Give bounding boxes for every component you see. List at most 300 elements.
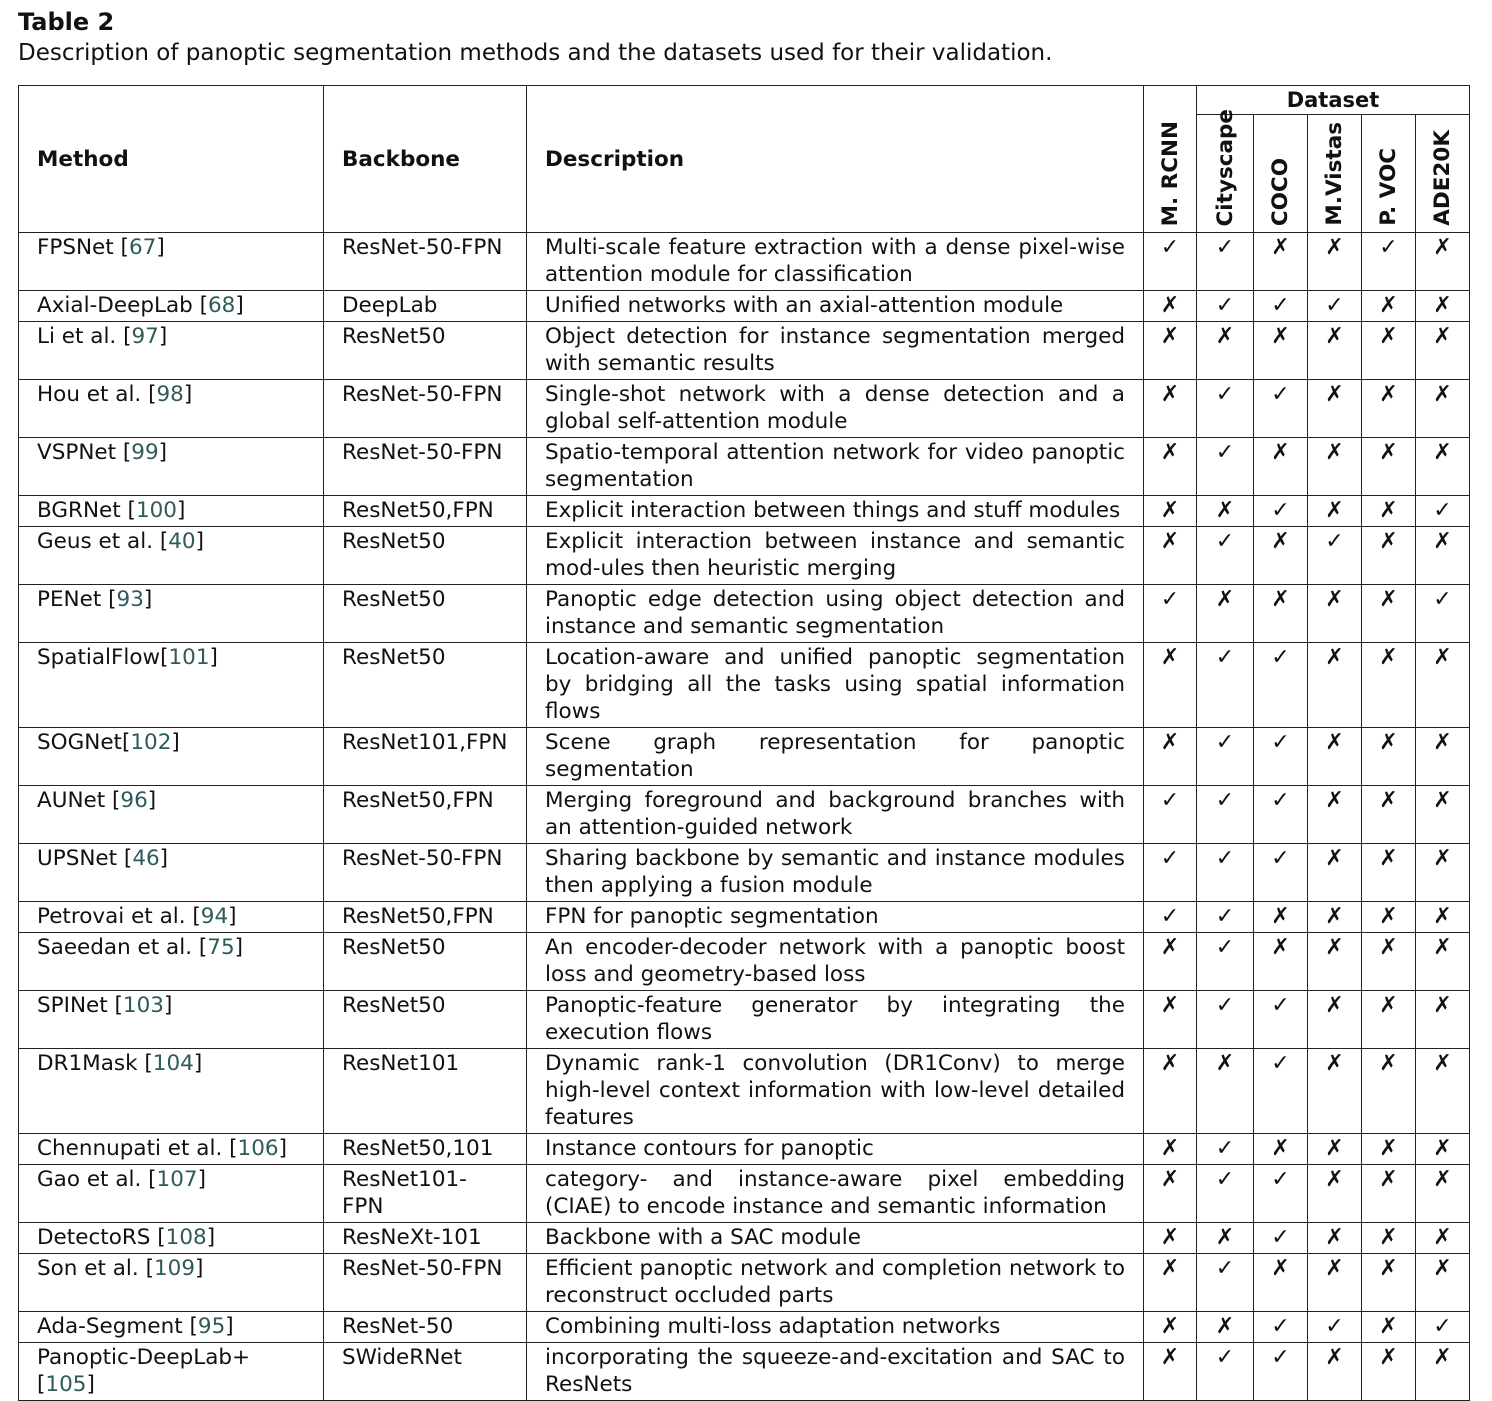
cross-mark-icon: ✗ [1197, 585, 1254, 643]
citation-bracket: ] [193, 1051, 203, 1076]
description-cell: Object detection for instance segmentation merged with semantic results [527, 322, 1144, 380]
method-cell [19, 1254, 324, 1312]
method-cell [19, 728, 324, 786]
table-row [19, 728, 1470, 786]
cross-mark-icon: ✗ [1416, 322, 1470, 380]
citation-link[interactable]: 105 [45, 1372, 87, 1397]
description-cell: Merging foreground and background branches with an attention-guided network [527, 786, 1144, 844]
check-mark-icon: ✓ [1308, 291, 1362, 322]
cross-mark-icon: ✗ [1144, 527, 1197, 585]
check-mark-icon: ✓ [1416, 1312, 1470, 1343]
citation-bracket: ] [176, 498, 186, 523]
backbone-cell: ResNet50 [324, 322, 527, 380]
backbone-cell: ResNet101-FPN [324, 1165, 527, 1223]
cross-mark-icon: ✗ [1362, 380, 1416, 438]
check-mark-icon: ✓ [1308, 527, 1362, 585]
cross-mark-icon: ✗ [1308, 643, 1362, 728]
check-mark-icon: ✓ [1197, 438, 1254, 496]
backbone-cell: ResNet50 [324, 643, 527, 728]
header-dataset-label: P. VOC [1376, 148, 1401, 226]
description-cell: Multi-scale feature extraction with a dense pixel-wise attention module for classification [527, 233, 1144, 291]
cross-mark-icon: ✗ [1362, 902, 1416, 933]
cross-mark-icon: ✗ [1416, 380, 1470, 438]
cross-mark-icon: ✗ [1362, 786, 1416, 844]
cross-mark-icon: ✗ [1254, 1254, 1308, 1312]
cross-mark-icon: ✗ [1362, 991, 1416, 1049]
method-name: UPSNet [ [37, 846, 133, 871]
check-mark-icon: ✓ [1254, 991, 1308, 1049]
table-row [19, 1165, 1470, 1223]
check-mark-icon: ✓ [1254, 1343, 1308, 1401]
description-cell: Single-shot network with a dense detection and a global self-attention module [527, 380, 1144, 438]
citation-link[interactable]: 103 [122, 993, 164, 1018]
backbone-cell: ResNet50 [324, 527, 527, 585]
method-name: DR1Mask [ [37, 1051, 153, 1076]
citation-bracket: ] [163, 993, 173, 1018]
cross-mark-icon: ✗ [1254, 1134, 1308, 1165]
citation-link[interactable]: 109 [153, 1256, 196, 1281]
method-name: Hou et al. [ [37, 382, 157, 407]
table-row [19, 1049, 1470, 1134]
citation-link[interactable]: 40 [168, 529, 196, 554]
table-row [19, 1312, 1470, 1343]
method-name: Panoptic-DeepLab+ [ [37, 1345, 251, 1397]
method-cell [19, 1312, 324, 1343]
cross-mark-icon: ✗ [1416, 728, 1470, 786]
citation-bracket: ] [225, 1314, 234, 1339]
method-cell [19, 291, 324, 322]
method-name: SOGNet[ [37, 730, 131, 755]
method-cell [19, 1049, 324, 1134]
cross-mark-icon: ✗ [1308, 496, 1362, 527]
citation-bracket: ] [86, 1372, 95, 1397]
table-row [19, 1223, 1470, 1254]
cross-mark-icon: ✗ [1362, 1134, 1416, 1165]
method-name: SpatialFlow[ [37, 645, 169, 670]
table-row [19, 322, 1470, 380]
method-name: Son et al. [ [37, 1256, 154, 1281]
cross-mark-icon: ✗ [1308, 786, 1362, 844]
check-mark-icon: ✓ [1308, 1312, 1362, 1343]
check-mark-icon: ✓ [1254, 844, 1308, 902]
cross-mark-icon: ✗ [1416, 1254, 1470, 1312]
citation-bracket: ] [156, 235, 165, 260]
table-row [19, 933, 1470, 991]
check-mark-icon: ✓ [1197, 291, 1254, 322]
citation-link[interactable]: 94 [200, 904, 229, 929]
description-cell: Dynamic rank-1 convolution (DR1Conv) to merge high-level context information with low-level detailed features [527, 1049, 1144, 1134]
cross-mark-icon: ✗ [1416, 1223, 1470, 1254]
cross-mark-icon: ✗ [1308, 1165, 1362, 1223]
method-cell [19, 643, 324, 728]
citation-bracket: ] [143, 587, 153, 612]
header-backbone: Backbone [324, 86, 527, 233]
cross-mark-icon: ✗ [1308, 844, 1362, 902]
check-mark-icon: ✓ [1197, 728, 1254, 786]
check-mark-icon: ✓ [1197, 643, 1254, 728]
cross-mark-icon: ✗ [1308, 1049, 1362, 1134]
check-mark-icon: ✓ [1254, 380, 1308, 438]
description-cell: Unified networks with an axial-attention module [527, 291, 1144, 322]
backbone-cell: ResNet-50-FPN [324, 233, 527, 291]
table-row [19, 585, 1470, 643]
check-mark-icon: ✓ [1254, 1165, 1308, 1223]
citation-bracket: ] [195, 1256, 204, 1281]
cross-mark-icon: ✗ [1254, 233, 1308, 291]
citation-link[interactable]: 67 [128, 235, 157, 260]
cross-mark-icon: ✗ [1416, 933, 1470, 991]
method-name: BGRNet [ [37, 498, 136, 523]
description-cell: Spatio-temporal attention network for video panoptic segmentation [527, 438, 1144, 496]
method-name: Saeedan et al. [ [37, 935, 208, 960]
cross-mark-icon: ✗ [1416, 527, 1470, 585]
check-mark-icon: ✓ [1254, 728, 1308, 786]
method-cell [19, 585, 324, 643]
cross-mark-icon: ✗ [1308, 991, 1362, 1049]
citation-bracket: ] [209, 645, 218, 670]
header-dataset-label: Cityscape [1212, 108, 1238, 226]
table-label: Table 2 [18, 8, 115, 36]
cross-mark-icon: ✗ [1144, 438, 1197, 496]
cross-mark-icon: ✗ [1416, 1134, 1470, 1165]
method-name: Geus et al. [ [37, 529, 169, 554]
description-cell: Panoptic-feature generator by integrating the execution flows [527, 991, 1144, 1049]
citation-link[interactable]: 68 [208, 293, 236, 318]
citation-link[interactable]: 96 [120, 788, 148, 813]
citation-link[interactable]: 101 [168, 645, 210, 670]
table-row [19, 991, 1470, 1049]
cross-mark-icon: ✗ [1362, 1049, 1416, 1134]
cross-mark-icon: ✗ [1362, 438, 1416, 496]
check-mark-icon: ✓ [1197, 380, 1254, 438]
cross-mark-icon: ✗ [1416, 902, 1470, 933]
description-cell: Scene graph representation for panoptic segmentation [527, 728, 1144, 786]
backbone-cell: ResNet50 [324, 933, 527, 991]
cross-mark-icon: ✗ [1197, 1312, 1254, 1343]
cross-mark-icon: ✗ [1362, 643, 1416, 728]
header-dataset-group: Dataset [1197, 86, 1470, 115]
method-name: DetectoRS [ [37, 1225, 166, 1250]
table-caption: Description of panoptic segmentation methods and the datasets used for their validation. [18, 40, 1053, 66]
backbone-cell: DeepLab [324, 291, 527, 322]
cross-mark-icon: ✗ [1254, 933, 1308, 991]
method-cell [19, 786, 324, 844]
backbone-cell: ResNet-50-FPN [324, 380, 527, 438]
header-dataset-ade20k [1416, 115, 1470, 233]
cross-mark-icon: ✗ [1144, 1312, 1197, 1343]
cross-mark-icon: ✗ [1416, 991, 1470, 1049]
cross-mark-icon: ✗ [1254, 527, 1308, 585]
backbone-cell: ResNet-50-FPN [324, 1254, 527, 1312]
method-cell [19, 1165, 324, 1223]
method-name: AUNet [ [37, 788, 121, 813]
method-name: Li et al. [ [37, 324, 132, 349]
header-mrcnn-label: M. RCNN [1157, 120, 1183, 226]
cross-mark-icon: ✗ [1362, 1343, 1416, 1401]
cross-mark-icon: ✗ [1254, 585, 1308, 643]
citation-bracket: ] [195, 529, 204, 554]
table-body [19, 233, 1470, 1401]
method-cell [19, 233, 324, 291]
cross-mark-icon: ✗ [1308, 322, 1362, 380]
cross-mark-icon: ✗ [1144, 496, 1197, 527]
check-mark-icon: ✓ [1197, 233, 1254, 291]
table-row [19, 844, 1470, 902]
check-mark-icon: ✓ [1197, 1254, 1254, 1312]
check-mark-icon: ✓ [1197, 991, 1254, 1049]
method-name: Axial-DeepLab [ [37, 293, 208, 318]
description-cell: category- and instance-aware pixel embedding (CIAE) to encode instance and semantic information [527, 1165, 1144, 1223]
table-row [19, 291, 1470, 322]
backbone-cell: ResNet50,FPN [324, 786, 527, 844]
check-mark-icon: ✓ [1144, 233, 1197, 291]
cross-mark-icon: ✗ [1308, 933, 1362, 991]
cross-mark-icon: ✗ [1254, 322, 1308, 380]
cross-mark-icon: ✗ [1416, 233, 1470, 291]
cross-mark-icon: ✗ [1308, 438, 1362, 496]
cross-mark-icon: ✗ [1144, 643, 1197, 728]
description-cell: Panoptic edge detection using object detection and instance and semantic segmentation [527, 585, 1144, 643]
check-mark-icon: ✓ [1416, 585, 1470, 643]
cross-mark-icon: ✗ [1416, 643, 1470, 728]
header-mrcnn [1144, 86, 1197, 233]
backbone-cell: ResNet-50-FPN [324, 844, 527, 902]
description-cell: Combining multi-loss adaptation networks [527, 1312, 1144, 1343]
cross-mark-icon: ✗ [1308, 1223, 1362, 1254]
description-cell: incorporating the squeeze-and-excitation and SAC to ResNets [527, 1343, 1144, 1401]
header-dataset-mvistas [1308, 115, 1362, 233]
header-dataset-pvoc [1362, 115, 1416, 233]
table-row [19, 380, 1470, 438]
check-mark-icon: ✓ [1254, 1049, 1308, 1134]
method-cell [19, 933, 324, 991]
cross-mark-icon: ✗ [1308, 380, 1362, 438]
description-cell: Explicit interaction between instance and semantic mod-ules then heuristic merging [527, 527, 1144, 585]
citation-link[interactable]: 75 [207, 935, 235, 960]
cross-mark-icon: ✗ [1362, 1312, 1416, 1343]
description-cell: Instance contours for panoptic [527, 1134, 1144, 1165]
cross-mark-icon: ✗ [1144, 933, 1197, 991]
check-mark-icon: ✓ [1254, 496, 1308, 527]
cross-mark-icon: ✗ [1144, 291, 1197, 322]
cross-mark-icon: ✗ [1416, 1343, 1470, 1401]
cross-mark-icon: ✗ [1362, 527, 1416, 585]
check-mark-icon: ✓ [1197, 902, 1254, 933]
backbone-cell: ResNet101,FPN [324, 728, 527, 786]
backbone-cell: ResNet50 [324, 585, 527, 643]
table-row [19, 1134, 1470, 1165]
method-cell [19, 902, 324, 933]
method-name: Petrovai et al. [ [37, 904, 201, 929]
methods-table [18, 85, 1470, 1401]
cross-mark-icon: ✗ [1362, 844, 1416, 902]
method-name: Gao et al. [ [37, 1167, 157, 1192]
backbone-cell: ResNet-50-FPN [324, 438, 527, 496]
header-description: Description [527, 86, 1144, 233]
cross-mark-icon: ✗ [1416, 786, 1470, 844]
header-dataset-coco [1254, 115, 1308, 233]
table-row [19, 902, 1470, 933]
cross-mark-icon: ✗ [1144, 1049, 1197, 1134]
citation-link[interactable]: 100 [135, 498, 177, 523]
cross-mark-icon: ✗ [1197, 1223, 1254, 1254]
cross-mark-icon: ✗ [1144, 1223, 1197, 1254]
citation-link[interactable]: 107 [156, 1167, 198, 1192]
check-mark-icon: ✓ [1254, 291, 1308, 322]
cross-mark-icon: ✗ [1416, 844, 1470, 902]
cross-mark-icon: ✗ [1416, 291, 1470, 322]
citation-bracket: ] [235, 293, 244, 318]
table-row [19, 1343, 1470, 1401]
backbone-cell: ResNet101 [324, 1049, 527, 1134]
citation-bracket: ] [206, 1225, 216, 1250]
method-cell [19, 1134, 324, 1165]
citation-link[interactable]: 104 [152, 1051, 194, 1076]
cross-mark-icon: ✗ [1197, 496, 1254, 527]
citation-bracket: ] [147, 788, 157, 813]
table-row [19, 438, 1470, 496]
citation-link[interactable]: 108 [165, 1225, 207, 1250]
table-row [19, 233, 1470, 291]
check-mark-icon: ✓ [1197, 527, 1254, 585]
backbone-cell: SWideRNet [324, 1343, 527, 1401]
method-name: FPSNet [ [37, 235, 129, 260]
citation-bracket: ] [158, 324, 168, 349]
citation-link[interactable]: 98 [156, 382, 184, 407]
description-cell: Explicit interaction between things and stuff modules [527, 496, 1144, 527]
cross-mark-icon: ✗ [1144, 1165, 1197, 1223]
backbone-cell: ResNet50 [324, 991, 527, 1049]
check-mark-icon: ✓ [1197, 933, 1254, 991]
cross-mark-icon: ✗ [1144, 1343, 1197, 1401]
citation-bracket: ] [159, 846, 169, 871]
method-cell [19, 844, 324, 902]
cross-mark-icon: ✗ [1362, 728, 1416, 786]
cross-mark-icon: ✗ [1197, 1049, 1254, 1134]
backbone-cell: ResNeXt-101 [324, 1223, 527, 1254]
table-row [19, 496, 1470, 527]
citation-link[interactable]: 102 [130, 730, 172, 755]
cross-mark-icon: ✗ [1362, 1165, 1416, 1223]
check-mark-icon: ✓ [1144, 902, 1197, 933]
cross-mark-icon: ✗ [1308, 728, 1362, 786]
check-mark-icon: ✓ [1197, 1165, 1254, 1223]
check-mark-icon: ✓ [1197, 1134, 1254, 1165]
check-mark-icon: ✓ [1197, 1343, 1254, 1401]
method-name: Chennupati et al. [ [37, 1136, 238, 1161]
check-mark-icon: ✓ [1197, 844, 1254, 902]
backbone-cell: ResNet50,FPN [324, 902, 527, 933]
table-row [19, 643, 1470, 728]
header-dataset-label: M.Vistas [1322, 122, 1347, 226]
description-cell: An encoder-decoder network with a panoptic boost loss and geometry-based loss [527, 933, 1144, 991]
citation-bracket: ] [278, 1136, 287, 1161]
table-row [19, 1254, 1470, 1312]
cross-mark-icon: ✗ [1308, 585, 1362, 643]
citation-link[interactable]: 93 [116, 587, 144, 612]
cross-mark-icon: ✗ [1144, 991, 1197, 1049]
method-cell [19, 1223, 324, 1254]
method-cell [19, 322, 324, 380]
cross-mark-icon: ✗ [1254, 438, 1308, 496]
check-mark-icon: ✓ [1254, 1312, 1308, 1343]
cross-mark-icon: ✗ [1362, 322, 1416, 380]
cross-mark-icon: ✗ [1308, 233, 1362, 291]
cross-mark-icon: ✗ [1362, 1254, 1416, 1312]
cross-mark-icon: ✗ [1144, 728, 1197, 786]
cross-mark-icon: ✗ [1144, 322, 1197, 380]
cross-mark-icon: ✗ [1144, 380, 1197, 438]
cross-mark-icon: ✗ [1197, 322, 1254, 380]
citation-bracket: ] [197, 1167, 206, 1192]
backbone-cell: ResNet-50 [324, 1312, 527, 1343]
description-cell: Location-aware and unified panoptic segmentation by bridging all the tasks using spatial information flows [527, 643, 1144, 728]
cross-mark-icon: ✗ [1416, 1049, 1470, 1134]
citation-bracket: ] [234, 935, 244, 960]
check-mark-icon: ✓ [1416, 496, 1470, 527]
citation-bracket: ] [183, 382, 193, 407]
backbone-cell: ResNet50,101 [324, 1134, 527, 1165]
check-mark-icon: ✓ [1254, 643, 1308, 728]
citation-bracket: ] [228, 904, 237, 929]
description-cell: Sharing backbone by semantic and instance modules then applying a fusion module [527, 844, 1144, 902]
method-cell [19, 991, 324, 1049]
cross-mark-icon: ✗ [1308, 1134, 1362, 1165]
header-dataset-label: COCO [1268, 157, 1293, 226]
cross-mark-icon: ✗ [1362, 1223, 1416, 1254]
cross-mark-icon: ✗ [1362, 933, 1416, 991]
cross-mark-icon: ✗ [1416, 1165, 1470, 1223]
citation-link[interactable]: 99 [131, 440, 159, 465]
citation-link[interactable]: 95 [197, 1314, 226, 1339]
citation-link[interactable]: 46 [132, 846, 160, 871]
method-name: PENet [ [37, 587, 117, 612]
header-dataset-label: ADE20K [1430, 130, 1455, 226]
cross-mark-icon: ✗ [1308, 1343, 1362, 1401]
citation-link[interactable]: 106 [237, 1136, 279, 1161]
check-mark-icon: ✓ [1144, 786, 1197, 844]
cross-mark-icon: ✗ [1144, 1254, 1197, 1312]
check-mark-icon: ✓ [1254, 786, 1308, 844]
citation-bracket: ] [158, 440, 168, 465]
check-mark-icon: ✓ [1362, 233, 1416, 291]
table-row [19, 527, 1470, 585]
method-cell [19, 1343, 324, 1401]
cross-mark-icon: ✗ [1362, 496, 1416, 527]
citation-bracket: ] [171, 730, 180, 755]
header-dataset-cityscape [1197, 108, 1254, 233]
method-cell [19, 527, 324, 585]
description-cell: Backbone with a SAC module [527, 1223, 1144, 1254]
check-mark-icon: ✓ [1144, 585, 1197, 643]
description-cell: FPN for panoptic segmentation [527, 902, 1144, 933]
cross-mark-icon: ✗ [1416, 438, 1470, 496]
cross-mark-icon: ✗ [1254, 902, 1308, 933]
description-cell: Efficient panoptic network and completion network to reconstruct occluded parts [527, 1254, 1144, 1312]
method-cell [19, 438, 324, 496]
method-name: SPINet [ [37, 993, 123, 1018]
method-name: Ada-Segment [ [37, 1314, 198, 1339]
cross-mark-icon: ✗ [1308, 1254, 1362, 1312]
method-cell [19, 496, 324, 527]
method-name: VSPNet [ [37, 440, 132, 465]
header-method: Method [19, 86, 324, 233]
check-mark-icon: ✓ [1197, 786, 1254, 844]
method-cell [19, 380, 324, 438]
citation-link[interactable]: 97 [131, 324, 159, 349]
check-mark-icon: ✓ [1144, 844, 1197, 902]
table-row [19, 786, 1470, 844]
